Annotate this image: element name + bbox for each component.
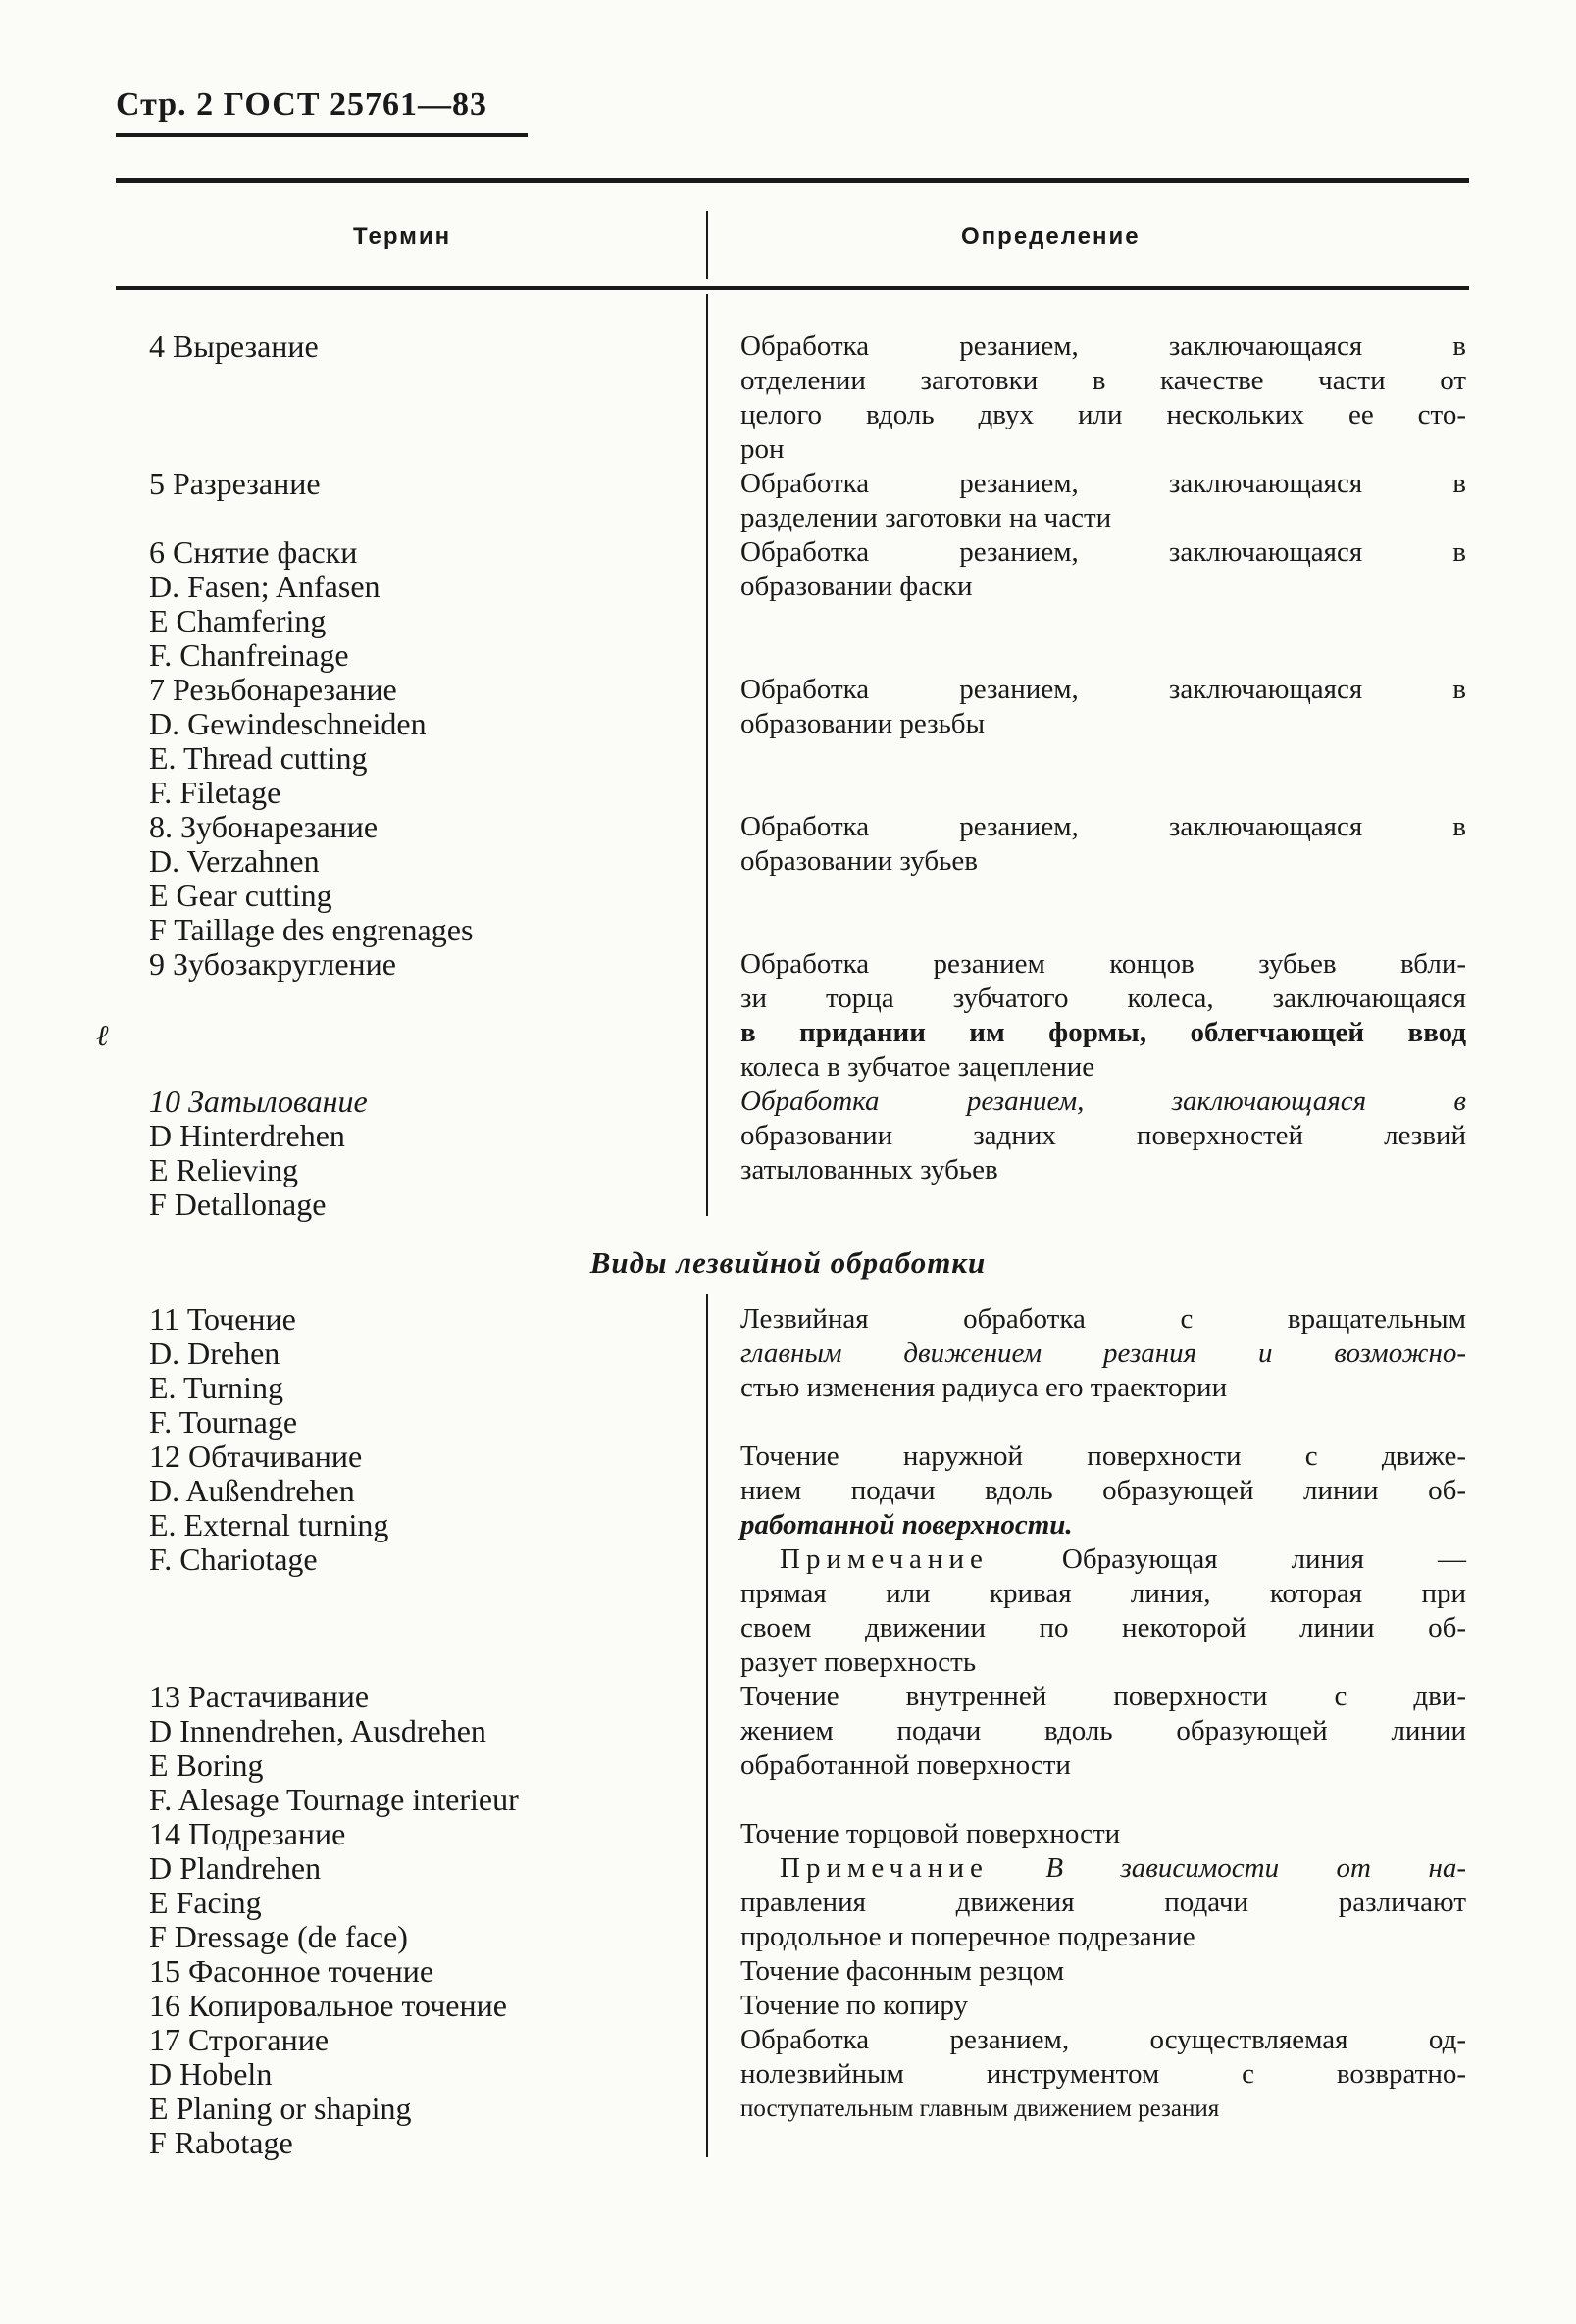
note-label-12: Примечание bbox=[780, 1543, 989, 1575]
definition-9: Обработка резанием концов зубьев вбли- зи торца зубчатого колеса, заключающаяся в придании им формы, облегчающей ввод колеса в зубчатое зацепление bbox=[740, 948, 1466, 1083]
definition-10: Обработка резанием, заключающаяся в образовании задних поверхностей лезвий затылованных зубьев bbox=[740, 1086, 1466, 1186]
top-rule bbox=[116, 178, 1469, 183]
definition-16: Точение по копиру bbox=[740, 1990, 968, 2021]
term-15: 15 Фасонное точение bbox=[149, 1953, 434, 1989]
definition-8: Обработка резанием, заключающаяся в образовании зубьев bbox=[740, 811, 1466, 877]
term-10: 10 Затылование D Hinterdrehen E Relieving F Detallonage bbox=[149, 1084, 368, 1222]
term-5: 5 Разрезание bbox=[149, 466, 321, 501]
definition-13: Точение внутренней поверхности с дви- жением подачи вдоль образующей линии обработанной поверхности bbox=[740, 1681, 1466, 1781]
definition-6: Обработка резанием, заключающаяся в образовании фаски bbox=[740, 536, 1466, 602]
term-6: 6 Снятие фаски D. Fasen; Anfasen E Chamfering F. Chanfreinage bbox=[149, 534, 381, 673]
definition-12: Точение наружной поверхности с движе- нием подачи вдоль образующей линии об- работанной поверхности. Примечание Образующая линия — прямая или кривая линия, которая при своем движении по некоторой линии об- разует поверхность bbox=[740, 1440, 1467, 1678]
column-divider-header bbox=[706, 211, 708, 279]
column-header-definition: Определение bbox=[961, 224, 1141, 250]
definition-14: Точение торцовой поверхности Примечание В зависимости от на- правления движения подачи различают продольное и поперечное подрезание bbox=[740, 1818, 1467, 1952]
column-divider-upper bbox=[706, 294, 708, 1216]
term-9: 9 Зубозакругление bbox=[149, 946, 396, 982]
term-7: 7 Резьбонарезание D. Gewindeschneiden E. Thread cutting F. Filetage bbox=[149, 672, 427, 810]
stray-mark: ℓ bbox=[96, 1020, 109, 1052]
term-16: 16 Копировальное точение bbox=[149, 1988, 507, 2023]
header-rule bbox=[116, 286, 1469, 290]
definition-11: Лезвийная обработка с вращательным главным движением резания и возможно- стью изменения радиуса его траектории bbox=[740, 1303, 1466, 1403]
term-13: 13 Растачивание D Innendrehen, Ausdrehen E Boring F. Alesage Tournage interieur bbox=[149, 1679, 519, 1817]
term-17: 17 Строгание D Hobeln E Planing or shaping F Rabotage bbox=[149, 2022, 412, 2160]
definition-7: Обработка резанием, заключающаяся в образовании резьбы bbox=[740, 674, 1466, 739]
term-8: 8. Зубонарезание D. Verzahnen E Gear cutting F Taillage des engrenages bbox=[149, 809, 474, 947]
definition-4: Обработка резанием, заключающаяся в отделении заготовки в качестве части от целого вдоль двух или нескольких ее сто- рон bbox=[740, 330, 1466, 465]
term-12: 12 Обтачивание D. Außendrehen E. External turning F. Chariotage bbox=[149, 1439, 389, 1577]
column-header-term: Термин bbox=[353, 224, 452, 250]
term-11: 11 Точение D. Drehen E. Turning F. Tournage bbox=[149, 1301, 298, 1440]
definition-15: Точение фасонным резцом bbox=[740, 1955, 1065, 1987]
definition-17: Обработка резанием, осуществляемая од- нолезвийным инструментом с возвратно- поступательным главным движением резания bbox=[740, 2024, 1466, 2122]
note-label-14: Примечание bbox=[780, 1852, 989, 1884]
column-divider-lower bbox=[706, 1294, 708, 2157]
term-14: 14 Подрезание D Plandrehen E Facing F Dressage (de face) bbox=[149, 1816, 408, 1954]
definition-5: Обработка резанием, заключающаяся в разделении заготовки на части bbox=[740, 468, 1466, 533]
section-title: Виды лезвийной обработки bbox=[589, 1245, 987, 1280]
page-header: Стр. 2 ГОСТ 25761—83 bbox=[116, 86, 528, 137]
term-4: 4 Вырезание bbox=[149, 328, 319, 364]
